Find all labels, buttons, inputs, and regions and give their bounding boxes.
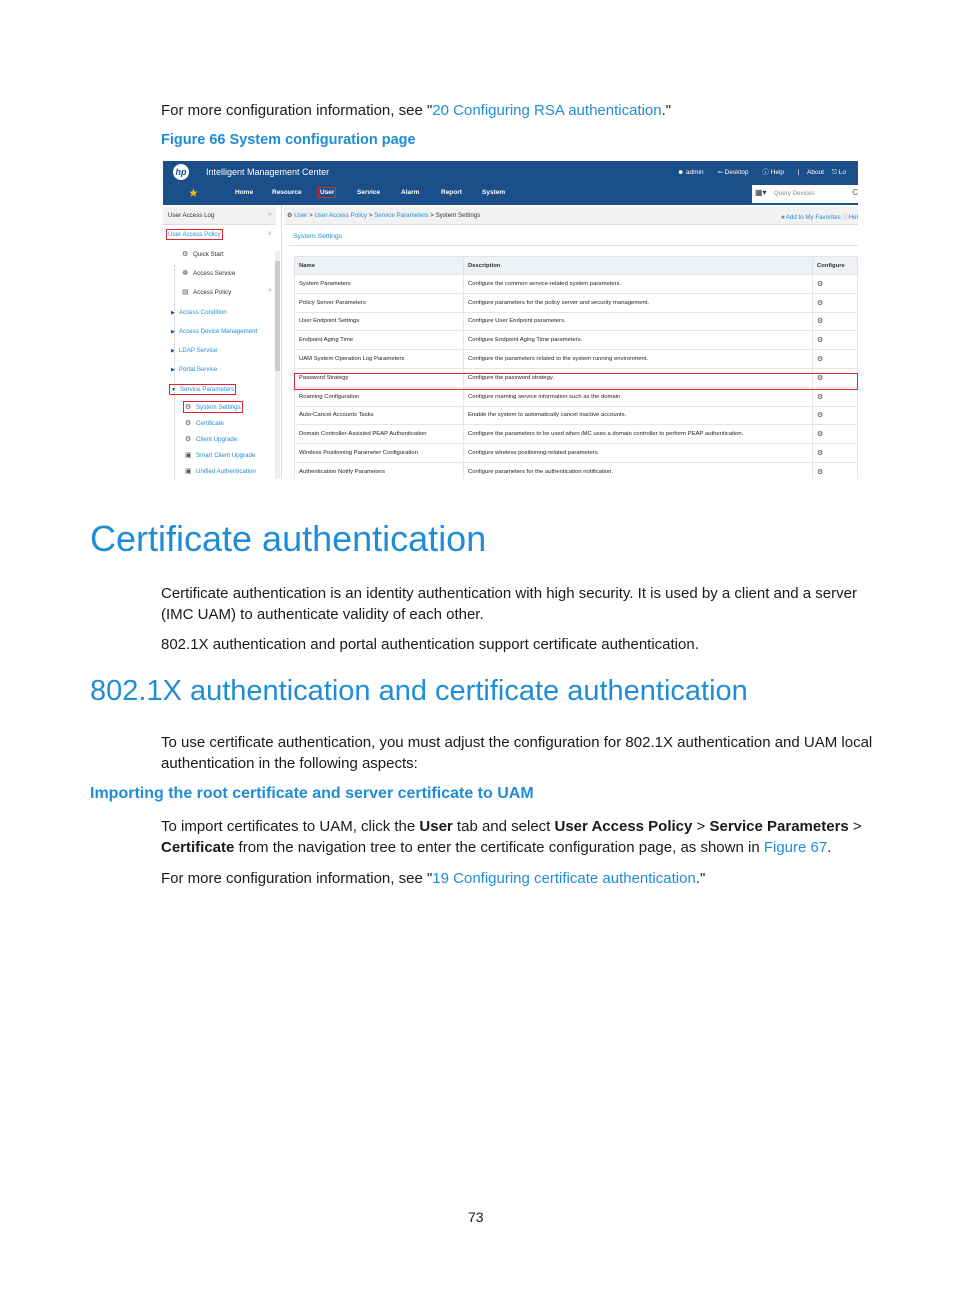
row-description: Configure roaming service information such as the domain. (464, 387, 813, 406)
about-link[interactable]: About (807, 169, 824, 176)
row-description: Configure the common service-related system parameters. (464, 275, 813, 294)
sidebar-client-upgrade[interactable]: ⚙ Client Upgrade (185, 436, 238, 443)
client-upgrade-icon: ⚙ (185, 436, 192, 443)
top-banner (163, 161, 858, 205)
paragraph-adjust: To use certificate authentication, you must adjust the configuration for 802.1X authentication and UAM local authentication in the following aspects: (161, 734, 873, 772)
row-name: Authentication Notify Parameters (295, 462, 464, 479)
nav-report[interactable]: Report (441, 189, 462, 196)
sidebar-portal-service[interactable]: ▶ Portal Service (171, 366, 218, 373)
table-row (295, 425, 858, 444)
expand-triangle-icon: ▶ (171, 310, 175, 316)
table-row (295, 312, 858, 331)
row-name: Auto-Cancel Accounts Tasks (295, 406, 464, 425)
search-box[interactable] (752, 185, 858, 203)
sidebar-service-parameters[interactable]: ▼ Service Parameters (171, 386, 235, 393)
row-description: Configure Endpoint Aging Time parameters. (464, 331, 813, 350)
table-row (295, 387, 858, 406)
row-name: User Endpoint Settings (295, 312, 464, 331)
col-name: Name (295, 257, 464, 275)
crumb-service-parameters[interactable]: Service Parameters (374, 212, 429, 219)
nav-system[interactable]: System (482, 189, 506, 196)
rsa-link[interactable]: 20 Configuring RSA authentication (432, 102, 662, 119)
figure-67-link[interactable]: Figure 67 (763, 839, 828, 856)
top-links (677, 167, 858, 177)
quick-start-icon: ⚙ (182, 251, 189, 258)
intro-paragraph: For more configuration information, see "20 Configuring RSA authentication." (161, 102, 672, 119)
help-link[interactable]: ⓘ Help (762, 169, 785, 176)
logout-link[interactable]: ⎋ Lo (831, 169, 846, 176)
row-description: Configure User Endpoint parameters. (464, 312, 813, 331)
nav-home[interactable]: Home (235, 189, 254, 196)
configure-icon[interactable]: ⚙ (813, 406, 858, 425)
sidebar-access-policy[interactable]: ▤ Access Policy (182, 289, 232, 296)
table-row (295, 406, 858, 425)
access-policy-arrow-icon[interactable]: > (268, 287, 272, 294)
settings-icon: ⚙ (185, 404, 192, 411)
row-name: Roaming Configuration (295, 387, 464, 406)
table-row (295, 275, 858, 294)
expand-triangle-icon: ▶ (171, 348, 175, 354)
subsection-title: 802.1X authentication and certificate authentication (90, 675, 748, 707)
sidebar-access-condition[interactable]: ▶ Access Condition (171, 309, 227, 316)
row-name: System Parameters (295, 275, 464, 294)
help-link[interactable]: Hel (848, 214, 858, 221)
nav-user[interactable]: User (320, 189, 335, 196)
row-description: Configure the parameters to be used when iMC uses a domain controller to perform PEAP authentication. (464, 425, 813, 444)
configure-icon[interactable]: ⚙ (813, 425, 858, 444)
table-header (295, 257, 858, 275)
row-description: Configure the password strategy. (464, 368, 813, 387)
sidebar-certificate[interactable]: ⚙ Certificate (185, 420, 224, 427)
configure-icon[interactable]: ⚙ (813, 293, 858, 312)
expand-triangle-icon: ▶ (171, 367, 175, 373)
paragraph-more-info: For more configuration information, see "19 Configuring certificate authentication." (161, 870, 706, 887)
row-name: Endpoint Aging Time (295, 331, 464, 350)
sidebar-system-settings[interactable]: ⚙ System Settings (185, 404, 241, 411)
paragraph-certificate-auth: Certificate authentication is an identity authentication with high security. It is used by a client and a server (IMC UAM) to authenticate validity of each other. (161, 585, 857, 623)
configure-icon[interactable]: ⚙ (813, 275, 858, 294)
sidebar-quick-start[interactable]: ⚙ Quick Start (182, 251, 224, 258)
collapse-arrow-icon[interactable]: v (268, 230, 272, 237)
favorite-star-icon[interactable]: ★ (780, 214, 786, 221)
nav-resource[interactable]: Resource (272, 189, 302, 196)
highlighted-row-frame (294, 373, 858, 390)
cert-auth-link[interactable]: 19 Configuring certificate authentication (432, 870, 696, 887)
system-settings-table (294, 256, 858, 479)
row-name: Domain Controller-Assisted PEAP Authentication (295, 425, 464, 444)
col-configure: Configure (813, 257, 858, 275)
configure-icon[interactable]: ⚙ (813, 350, 858, 369)
row-description: Enable the system to automatically cancel inactive accounts. (464, 406, 813, 425)
user-access-log-header[interactable]: User Access Log > (163, 207, 276, 225)
desktop-link[interactable]: ⇦ Desktop (717, 169, 749, 176)
breadcrumb-icon: ⚙ (287, 212, 293, 219)
configure-icon[interactable]: ⚙ (813, 462, 858, 479)
crumb-user-access-policy[interactable]: User Access Policy (314, 212, 368, 219)
system-config-screenshot (163, 161, 858, 479)
expand-triangle-icon: ▶ (171, 329, 175, 335)
nav-alarm[interactable]: Alarm (401, 189, 420, 196)
search-input[interactable]: Query Devices (774, 190, 815, 197)
device-filter-icon[interactable]: ▦▾ (755, 188, 767, 197)
configure-icon[interactable]: ⚙ (813, 331, 858, 350)
sidebar-smart-client-upgrade[interactable]: ▣ Smart Client Upgrade (185, 452, 256, 459)
subheading-import: Importing the root certificate and server certificate to UAM (90, 785, 534, 802)
add-to-favorites-link[interactable]: Add to My Favorites (785, 214, 841, 221)
nav-service[interactable]: Service (357, 189, 381, 196)
smart-client-icon: ▣ (185, 452, 192, 459)
row-name: UAM System Operation Log Parameters (295, 350, 464, 369)
crumb-system-settings: System Settings (435, 212, 481, 219)
row-name: Wireless Positioning Parameter Configuration (295, 444, 464, 463)
content-area (284, 205, 858, 479)
panel-title: System Settings (289, 229, 858, 246)
breadcrumb: ⚙ User > User Access Policy > Service Parameters > System Settings ★Add to My Favorites ⓘHel (284, 207, 858, 225)
favorites-star-icon[interactable]: ★ (188, 186, 199, 200)
col-description: Description (464, 257, 813, 275)
paragraph-import: To import certificates to UAM, click the User tab and select User Access Policy > Service Parameters > Certificate from the navigation tree to enter the certificate configuration page, as shown in Figure 67. (161, 818, 862, 856)
certificate-icon: ⚙ (185, 420, 192, 427)
configure-icon[interactable]: ⚙ (813, 368, 858, 387)
crumb-user[interactable]: User (294, 212, 308, 219)
app-title: Intelligent Management Center (206, 167, 330, 177)
paragraph-support: 802.1X authentication and portal authentication support certificate authentication. (161, 636, 699, 653)
expand-arrow-icon[interactable]: > (268, 211, 272, 218)
figure-caption: Figure 66 System configuration page (161, 132, 416, 148)
access-policy-icon: ▤ (182, 289, 189, 296)
sidebar-access-service[interactable]: ☸ Access Service (182, 270, 236, 277)
sidebar-access-device-management[interactable]: ▶ Access Device Management (171, 328, 258, 335)
hp-logo-icon: hp (173, 164, 189, 180)
search-go-button[interactable]: C (852, 188, 858, 197)
sidebar-user-access-policy[interactable]: User Access Policy (168, 231, 221, 238)
table-row (295, 350, 858, 369)
help-icon[interactable]: ⓘ (842, 214, 849, 221)
table-row (295, 444, 858, 463)
sidebar-ldap-service[interactable]: ▶ LDAP Service (171, 347, 218, 354)
row-description: Configure wireless positioning-related parameters. (464, 444, 813, 463)
sidebar-unified-authentication[interactable]: ▣ Unified Authentication (185, 468, 256, 475)
configure-icon[interactable]: ⚙ (813, 444, 858, 463)
configure-icon[interactable]: ⚙ (813, 312, 858, 331)
table-row (295, 293, 858, 312)
row-description: Configure parameters for the policy server and security management. (464, 293, 813, 312)
navigation-tree (163, 205, 282, 479)
table-row (295, 331, 858, 350)
access-service-icon: ☸ (182, 270, 189, 277)
collapse-triangle-icon: ▼ (171, 387, 176, 393)
row-description: Configure the parameters related to the system running environment. (464, 350, 813, 369)
row-name: Policy Server Parameters (295, 293, 464, 312)
sidebar-scrollbar[interactable] (275, 251, 280, 479)
admin-link[interactable]: ☻ admin (677, 169, 704, 176)
separator: | (797, 169, 800, 176)
table-row (295, 462, 858, 479)
page-number: 73 (468, 1209, 484, 1225)
row-description: Configure parameters for the authentication notification. (464, 462, 813, 479)
row-name: Password Strategy (295, 368, 464, 387)
section-title: Certificate authentication (90, 518, 487, 559)
unified-auth-icon: ▣ (185, 468, 192, 475)
configure-icon[interactable]: ⚙ (813, 387, 858, 406)
